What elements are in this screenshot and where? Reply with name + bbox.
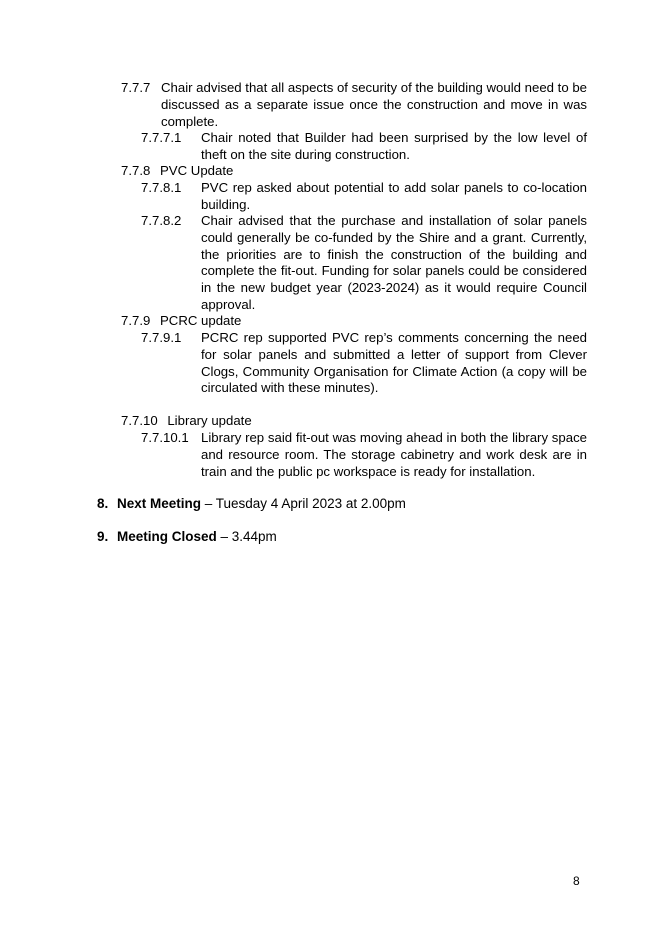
item-text: PCRC rep supported PVC rep’s comments concerning the need for solar panels and submitted a letter of support from Clever Clogs, Community Organisation for Climate Action (a copy will be circulated with these minutes). <box>201 330 587 396</box>
item-text: – 3.44pm <box>216 529 277 544</box>
minute-item-7-7-8-2 <box>141 213 587 314</box>
minute-item-7-7-8-1 <box>141 180 587 214</box>
item-text: Library rep said fit-out was moving ahead in both the library space and resource room. The storage cabinetry and work desk are in train and the public pc workspace is ready for installation. <box>201 430 587 479</box>
item-number: 8. <box>97 496 109 511</box>
minute-item-7-7-7-1 <box>141 130 587 164</box>
agenda-item-meeting-closed <box>97 529 277 546</box>
item-number: 7.7.9 <box>121 313 151 328</box>
item-text: Chair noted that Builder had been surprised by the low level of theft on the site during construction. <box>201 130 587 162</box>
item-label: Meeting Closed <box>117 529 217 544</box>
item-text: Chair advised that the purchase and installation of solar panels could generally be co-funded by the Shire and a grant. Currently, the priorities are to finish the construction of the building and complete the fit-out. Funding for solar panels could be considered in the new budget year (2023-2024) as it would require Council approval. <box>201 213 587 312</box>
item-number: 7.7.10 <box>121 413 158 428</box>
item-number: 7.7.9.1 <box>141 330 182 345</box>
item-text: Library update <box>167 413 252 428</box>
item-number: 7.7.8 <box>121 163 151 178</box>
item-text: Chair advised that all aspects of security of the building would need to be discussed as a separate issue once the construction and move in was complete. <box>161 80 587 129</box>
item-number: 9. <box>97 529 109 544</box>
item-text: PVC Update <box>160 163 234 178</box>
item-number: 7.7.7.1 <box>141 130 182 145</box>
item-number: 7.7.8.2 <box>141 213 182 228</box>
minute-heading-7-7-8 <box>121 163 233 180</box>
item-text: PVC rep asked about potential to add solar panels to co-location building. <box>201 180 587 212</box>
agenda-item-next-meeting <box>97 496 406 513</box>
item-label: Next Meeting <box>117 496 202 511</box>
item-text: – Tuesday 4 April 2023 at 2.00pm <box>201 496 406 511</box>
item-number: 7.7.8.1 <box>141 180 182 195</box>
page-number: 8 <box>573 874 580 888</box>
minute-item-7-7-9-1 <box>141 330 587 397</box>
minute-heading-7-7-9 <box>121 313 241 330</box>
item-number: 7.7.10.1 <box>141 430 189 445</box>
item-number: 7.7.7 <box>121 80 151 95</box>
minute-item-7-7-7 <box>121 80 587 130</box>
item-text: PCRC update <box>160 313 242 328</box>
minute-heading-7-7-10 <box>121 413 252 430</box>
minute-item-7-7-10-1 <box>141 430 587 480</box>
